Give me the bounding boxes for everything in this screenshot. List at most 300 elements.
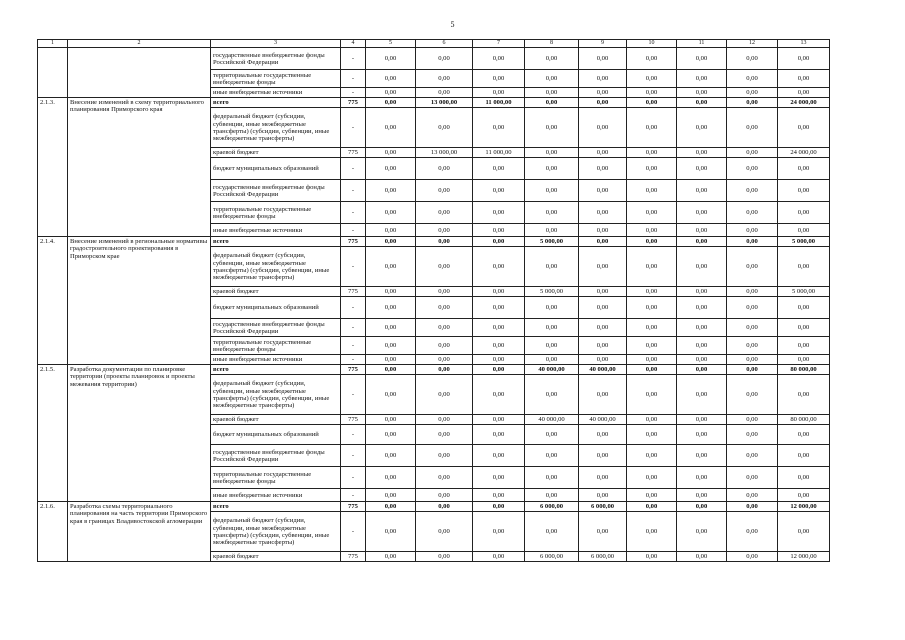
amount-cell: 0,00 [366,489,416,502]
amount-cell: 0,00 [473,202,525,224]
item-code: 2.1.3. [38,98,68,237]
amount-cell: 0,00 [473,425,525,445]
amount-cell: 0,00 [416,489,473,502]
amount-cell: 0,00 [366,158,416,180]
amount-cell: 0,00 [727,202,778,224]
amount-cell: 0,00 [727,98,778,108]
amount-cell: 0,00 [525,148,579,158]
amount-cell: 13 000,00 [416,148,473,158]
amount-cell: 12 000,00 [778,502,830,512]
amount-cell: 0,00 [579,70,627,88]
amount-cell: 0,00 [677,108,727,148]
amount-cell: 0,00 [579,355,627,365]
amount-cell: 0,00 [727,88,778,98]
amount-cell: 0,00 [677,355,727,365]
amount-cell: 0,00 [727,297,778,319]
column-number-cell: 8 [525,40,579,48]
amount-cell: 0,00 [727,108,778,148]
amount-cell: 0,00 [416,180,473,202]
amount-cell: 0,00 [366,148,416,158]
amount-cell: 0,00 [525,375,579,415]
amount-cell: 0,00 [416,552,473,562]
amount-cell: 0,00 [677,224,727,237]
item-name: Внесение изменений в региональные нормативы градостроительного проектирования в Приморском крае [68,237,211,365]
amount-cell: 0,00 [677,202,727,224]
amount-cell: 0,00 [677,425,727,445]
amount-cell: 0,00 [627,48,677,70]
amount-cell: 11 000,00 [473,148,525,158]
amount-cell: 6 000,00 [579,502,627,512]
amount-cell: 0,00 [677,552,727,562]
amount-cell: 24 000,00 [778,98,830,108]
amount-cell: 0,00 [627,148,677,158]
amount-cell: 0,00 [473,237,525,247]
amount-cell: 0,00 [727,445,778,467]
amount-cell: 0,00 [727,319,778,337]
amount-cell: 0,00 [473,108,525,148]
amount-cell: 0,00 [627,180,677,202]
amount-cell: 0,00 [416,337,473,355]
amount-cell: 0,00 [366,247,416,287]
funding-source: краевой бюджет [211,415,341,425]
admin-code: 775 [341,502,366,512]
amount-cell: 0,00 [473,337,525,355]
amount-cell: 0,00 [778,355,830,365]
amount-cell: 0,00 [677,287,727,297]
amount-cell: 0,00 [366,365,416,375]
amount-cell: 0,00 [677,467,727,489]
admin-code: - [341,512,366,552]
amount-cell: 0,00 [366,319,416,337]
table-row [38,237,830,247]
amount-cell: 0,00 [677,237,727,247]
amount-cell: 0,00 [416,237,473,247]
amount-cell: 0,00 [473,70,525,88]
funding-source: государственные внебюджетные фонды Российской Федерации [211,48,341,70]
amount-cell: 0,00 [579,247,627,287]
amount-cell: 0,00 [627,355,677,365]
amount-cell: 0,00 [778,108,830,148]
item-name: Внесение изменений в схему территориального планирования Приморского края [68,98,211,237]
amount-cell: 0,00 [473,287,525,297]
funding-source: государственные внебюджетные фонды Российской Федерации [211,319,341,337]
amount-cell: 0,00 [525,108,579,148]
admin-code: - [341,108,366,148]
amount-cell: 0,00 [473,502,525,512]
admin-code: - [341,337,366,355]
funding-source: иные внебюджетные источники [211,224,341,237]
funding-source: бюджет муниципальных образований [211,297,341,319]
amount-cell: 0,00 [366,467,416,489]
amount-cell: 0,00 [366,88,416,98]
amount-cell: 0,00 [727,70,778,88]
table-row [38,98,830,108]
amount-cell: 24 000,00 [778,148,830,158]
table-row [38,48,830,70]
amount-cell: 0,00 [677,158,727,180]
amount-cell: 0,00 [677,98,727,108]
column-number-cell: 13 [778,40,830,48]
admin-code: - [341,224,366,237]
funding-source: иные внебюджетные источники [211,489,341,502]
admin-code: - [341,355,366,365]
amount-cell: 0,00 [677,502,727,512]
amount-cell: 0,00 [525,48,579,70]
funding-source: всего [211,502,341,512]
admin-code: - [341,445,366,467]
amount-cell: 0,00 [778,224,830,237]
admin-code: 775 [341,365,366,375]
amount-cell: 0,00 [416,224,473,237]
amount-cell: 0,00 [727,158,778,180]
amount-cell: 0,00 [727,512,778,552]
amount-cell: 0,00 [677,70,727,88]
admin-code: - [341,375,366,415]
amount-cell: 0,00 [473,224,525,237]
amount-cell: 0,00 [627,158,677,180]
amount-cell: 0,00 [627,98,677,108]
amount-cell: 0,00 [627,224,677,237]
funding-source: территориальные государственные внебюджетные фонды [211,337,341,355]
funding-source: всего [211,237,341,247]
amount-cell: 0,00 [627,489,677,502]
amount-cell: 0,00 [416,202,473,224]
amount-cell: 6 000,00 [579,552,627,562]
admin-code: - [341,158,366,180]
amount-cell: 0,00 [627,337,677,355]
amount-cell: 0,00 [579,489,627,502]
amount-cell: 0,00 [579,319,627,337]
amount-cell: 0,00 [473,467,525,489]
amount-cell: 0,00 [727,148,778,158]
amount-cell: 0,00 [579,337,627,355]
amount-cell: 11 000,00 [473,98,525,108]
amount-cell: 0,00 [473,48,525,70]
amount-cell: 0,00 [473,365,525,375]
amount-cell: 0,00 [727,337,778,355]
amount-cell: 0,00 [579,202,627,224]
amount-cell: 0,00 [579,375,627,415]
amount-cell: 40 000,00 [579,415,627,425]
amount-cell: 0,00 [778,489,830,502]
amount-cell: 0,00 [579,148,627,158]
amount-cell: 0,00 [525,445,579,467]
amount-cell: 0,00 [473,180,525,202]
column-number-cell: 4 [341,40,366,48]
amount-cell: 0,00 [416,512,473,552]
amount-cell: 0,00 [627,88,677,98]
amount-cell: 0,00 [366,502,416,512]
amount-cell: 0,00 [366,224,416,237]
amount-cell: 0,00 [416,297,473,319]
column-number-cell: 6 [416,40,473,48]
amount-cell: 0,00 [627,297,677,319]
funding-source: государственные внебюджетные фонды Российской Федерации [211,445,341,467]
amount-cell: 5 000,00 [525,237,579,247]
amount-cell: 0,00 [473,319,525,337]
amount-cell: 0,00 [579,445,627,467]
amount-cell: 0,00 [627,108,677,148]
amount-cell: 0,00 [366,108,416,148]
amount-cell: 0,00 [473,445,525,467]
amount-cell: 0,00 [727,552,778,562]
budget-table [37,39,830,562]
amount-cell: 0,00 [727,180,778,202]
funding-source: бюджет муниципальных образований [211,425,341,445]
admin-code: 775 [341,287,366,297]
amount-cell: 0,00 [366,337,416,355]
amount-cell: 0,00 [525,425,579,445]
funding-source: территориальные государственные внебюджетные фонды [211,202,341,224]
amount-cell: 0,00 [677,337,727,355]
amount-cell: 0,00 [366,287,416,297]
amount-cell: 0,00 [416,365,473,375]
column-number-cell: 9 [579,40,627,48]
admin-code: - [341,467,366,489]
amount-cell: 0,00 [416,287,473,297]
amount-cell: 0,00 [677,88,727,98]
amount-cell: 0,00 [579,224,627,237]
amount-cell: 0,00 [579,98,627,108]
amount-cell: 40 000,00 [579,365,627,375]
amount-cell: 0,00 [473,88,525,98]
admin-code: 775 [341,98,366,108]
admin-code: - [341,48,366,70]
funding-source: федеральный бюджет (субсидии, субвенции, иные межбюджетные трансферты) (субсидии, субвенции, иные межбюджетные трансферты) [211,512,341,552]
admin-code: - [341,70,366,88]
amount-cell: 40 000,00 [525,415,579,425]
amount-cell: 0,00 [677,375,727,415]
amount-cell: 40 000,00 [525,365,579,375]
amount-cell: 0,00 [416,502,473,512]
amount-cell: 0,00 [778,202,830,224]
amount-cell: 0,00 [627,202,677,224]
amount-cell: 0,00 [727,365,778,375]
amount-cell: 0,00 [579,297,627,319]
funding-source: всего [211,365,341,375]
amount-cell: 5 000,00 [778,287,830,297]
amount-cell: 0,00 [627,237,677,247]
admin-code: 775 [341,415,366,425]
amount-cell: 0,00 [677,319,727,337]
funding-source: территориальные государственные внебюджетные фонды [211,70,341,88]
amount-cell: 0,00 [627,375,677,415]
funding-source: краевой бюджет [211,148,341,158]
amount-cell: 0,00 [778,297,830,319]
amount-cell: 0,00 [579,180,627,202]
amount-cell: 0,00 [416,467,473,489]
amount-cell: 0,00 [416,158,473,180]
amount-cell: 0,00 [525,297,579,319]
amount-cell: 0,00 [366,70,416,88]
amount-cell: 0,00 [778,70,830,88]
item-code [38,48,68,98]
amount-cell: 80 000,00 [778,365,830,375]
table-row [38,502,830,512]
amount-cell: 0,00 [416,70,473,88]
column-number-cell: 1 [38,40,68,48]
amount-cell: 0,00 [525,319,579,337]
amount-cell: 0,00 [677,512,727,552]
amount-cell: 0,00 [727,489,778,502]
amount-cell: 0,00 [366,415,416,425]
amount-cell: 0,00 [627,425,677,445]
amount-cell: 0,00 [525,224,579,237]
amount-cell: 0,00 [727,425,778,445]
column-number-cell: 5 [366,40,416,48]
amount-cell: 0,00 [677,489,727,502]
amount-cell: 0,00 [473,375,525,415]
amount-cell: 0,00 [473,415,525,425]
amount-cell: 0,00 [627,247,677,287]
admin-code: - [341,180,366,202]
amount-cell: 12 000,00 [778,552,830,562]
amount-cell: 0,00 [727,375,778,415]
amount-cell: 0,00 [579,237,627,247]
amount-cell: 0,00 [473,489,525,502]
amount-cell: 0,00 [579,467,627,489]
item-name: Разработка документации по планировке территории (проекты планировок и проекты межевания территории) [68,365,211,502]
amount-cell: 0,00 [778,88,830,98]
admin-code: - [341,425,366,445]
amount-cell: 0,00 [677,180,727,202]
amount-cell: 0,00 [473,552,525,562]
amount-cell: 0,00 [677,148,727,158]
amount-cell: 0,00 [416,375,473,415]
admin-code: 775 [341,148,366,158]
amount-cell: 0,00 [579,512,627,552]
column-number-cell: 2 [68,40,211,48]
amount-cell: 0,00 [473,512,525,552]
amount-cell: 0,00 [627,467,677,489]
amount-cell: 0,00 [677,445,727,467]
amount-cell: 0,00 [727,237,778,247]
amount-cell: 0,00 [627,445,677,467]
item-code: 2.1.6. [38,502,68,562]
amount-cell: 0,00 [627,70,677,88]
page-number: 5 [450,20,455,29]
funding-source: территориальные государственные внебюджетные фонды [211,467,341,489]
amount-cell: 0,00 [778,445,830,467]
column-number-row [38,40,830,48]
amount-cell: 0,00 [677,297,727,319]
amount-cell: 0,00 [727,355,778,365]
amount-cell: 0,00 [579,108,627,148]
amount-cell: 0,00 [579,287,627,297]
amount-cell: 0,00 [778,337,830,355]
amount-cell: 0,00 [778,319,830,337]
amount-cell: 0,00 [727,415,778,425]
amount-cell: 0,00 [778,467,830,489]
amount-cell: 0,00 [366,237,416,247]
funding-source: государственные внебюджетные фонды Российской Федерации [211,180,341,202]
amount-cell: 6 000,00 [525,502,579,512]
amount-cell: 0,00 [627,365,677,375]
amount-cell: 0,00 [627,512,677,552]
amount-cell: 0,00 [366,375,416,415]
amount-cell: 0,00 [778,247,830,287]
amount-cell: 0,00 [778,48,830,70]
amount-cell: 0,00 [416,48,473,70]
amount-cell: 0,00 [727,247,778,287]
amount-cell: 5 000,00 [525,287,579,297]
amount-cell: 0,00 [366,48,416,70]
amount-cell: 0,00 [627,415,677,425]
amount-cell: 0,00 [677,415,727,425]
amount-cell: 0,00 [473,355,525,365]
amount-cell: 0,00 [416,415,473,425]
amount-cell: 0,00 [416,108,473,148]
amount-cell: 0,00 [525,180,579,202]
amount-cell: 0,00 [727,467,778,489]
amount-cell: 0,00 [525,247,579,287]
amount-cell: 0,00 [627,287,677,297]
amount-cell: 0,00 [473,297,525,319]
amount-cell: 0,00 [366,297,416,319]
amount-cell: 0,00 [366,98,416,108]
amount-cell: 0,00 [579,158,627,180]
amount-cell: 0,00 [525,355,579,365]
funding-source: иные внебюджетные источники [211,355,341,365]
amount-cell: 0,00 [473,158,525,180]
amount-cell: 0,00 [525,98,579,108]
amount-cell: 0,00 [416,88,473,98]
amount-cell: 0,00 [366,552,416,562]
amount-cell: 0,00 [525,337,579,355]
amount-cell: 0,00 [525,88,579,98]
column-number-cell: 12 [727,40,778,48]
amount-cell: 0,00 [778,158,830,180]
amount-cell: 0,00 [579,425,627,445]
amount-cell: 0,00 [416,445,473,467]
funding-source: всего [211,98,341,108]
admin-code: - [341,297,366,319]
funding-source: федеральный бюджет (субсидии, субвенции, иные межбюджетные трансферты) (субсидии, субвенции, иные межбюджетные трансферты) [211,108,341,148]
amount-cell: 0,00 [627,319,677,337]
amount-cell: 0,00 [579,88,627,98]
amount-cell: 0,00 [366,355,416,365]
admin-code: - [341,319,366,337]
amount-cell: 13 000,00 [416,98,473,108]
item-name [68,48,211,98]
amount-cell: 0,00 [366,180,416,202]
column-number-cell: 3 [211,40,341,48]
amount-cell: 0,00 [727,502,778,512]
amount-cell: 0,00 [525,489,579,502]
amount-cell: 0,00 [366,445,416,467]
admin-code: 775 [341,237,366,247]
amount-cell: 0,00 [778,180,830,202]
amount-cell: 80 000,00 [778,415,830,425]
amount-cell: 0,00 [579,48,627,70]
amount-cell: 0,00 [778,512,830,552]
funding-source: федеральный бюджет (субсидии, субвенции, иные межбюджетные трансферты) (субсидии, субвенции, иные межбюджетные трансферты) [211,375,341,415]
amount-cell: 0,00 [677,365,727,375]
funding-source: краевой бюджет [211,552,341,562]
amount-cell: 0,00 [727,48,778,70]
amount-cell: 0,00 [727,224,778,237]
admin-code: - [341,247,366,287]
amount-cell: 5 000,00 [778,237,830,247]
amount-cell: 0,00 [627,502,677,512]
amount-cell: 0,00 [627,552,677,562]
item-code: 2.1.5. [38,365,68,502]
column-number-cell: 7 [473,40,525,48]
amount-cell: 0,00 [525,512,579,552]
column-number-cell: 11 [677,40,727,48]
amount-cell: 0,00 [525,70,579,88]
amount-cell: 0,00 [727,287,778,297]
